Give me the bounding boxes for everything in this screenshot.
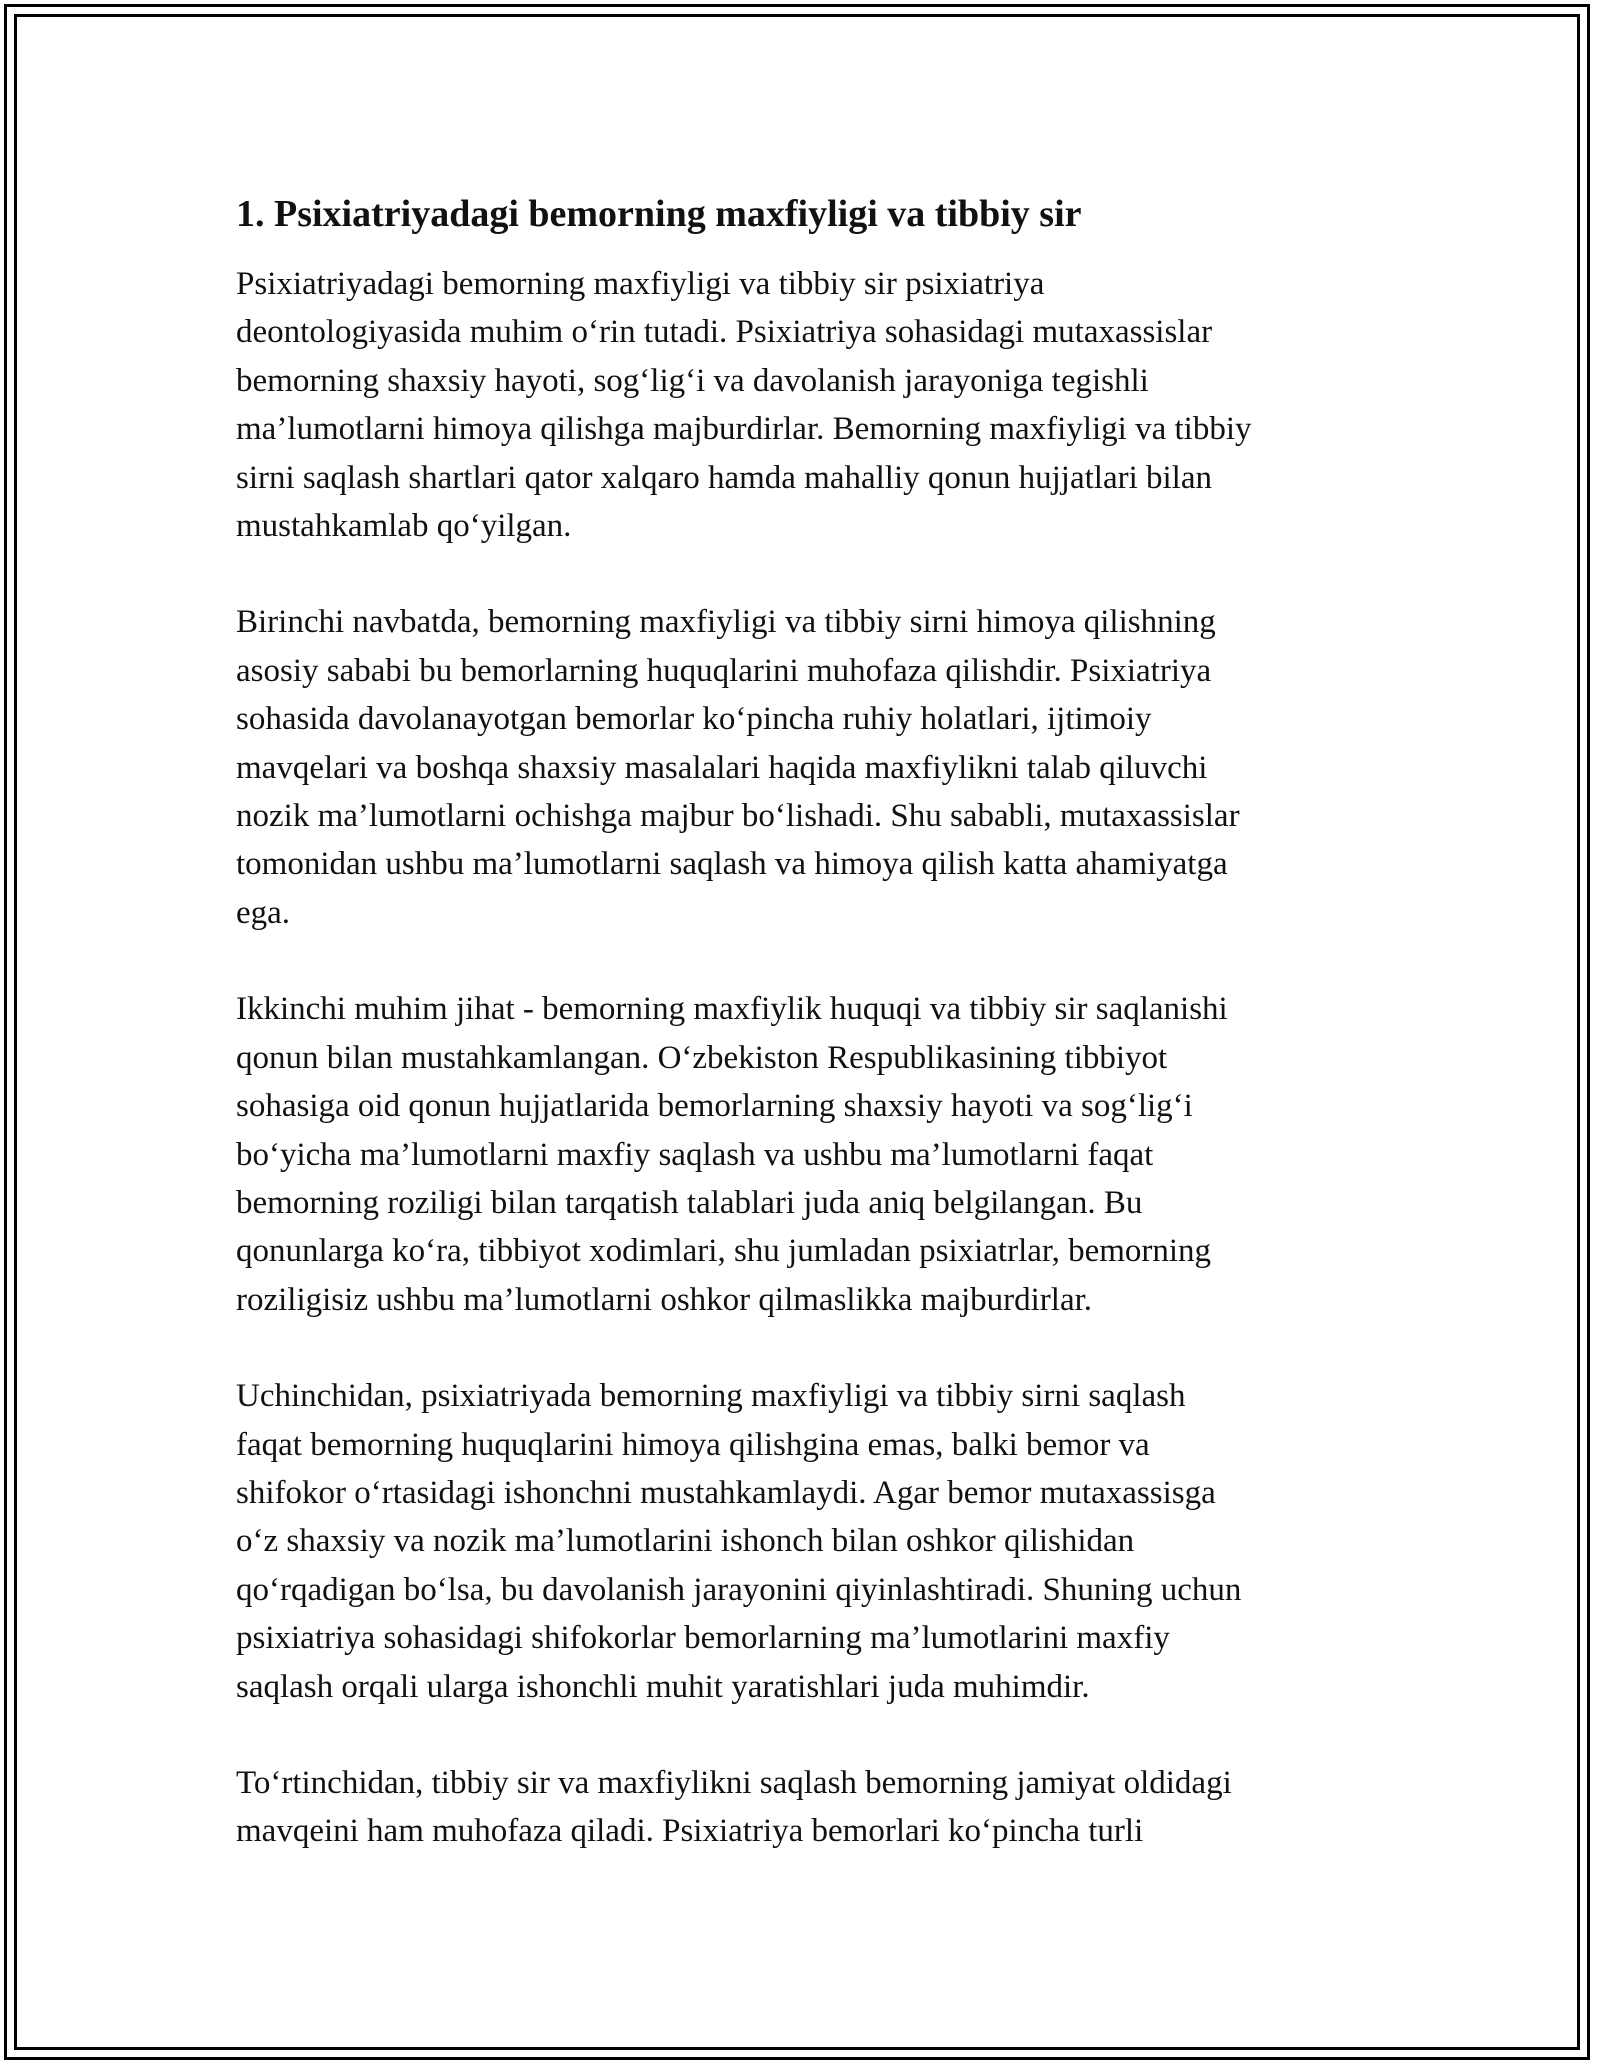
text-line: bemorning roziligi bilan tarqatish talablari juda aniq belgilangan. Bu xyxy=(236,1184,1143,1221)
paragraph-intro xyxy=(236,260,1376,550)
text-line: To‘rtinchidan, tibbiy sir va maxfiylikni saqlash bemorning jamiyat oldidagi xyxy=(236,1764,1232,1801)
text-line: ma’lumotlarni himoya qilishga majburdirlar. Bemorning maxfiyligi va tibbiy xyxy=(236,411,1252,448)
paragraph-second-point xyxy=(236,985,1376,1324)
text-line: sohasida davolanayotgan bemorlar ko‘pincha ruhiy holatlari, ijtimoiy xyxy=(236,701,1152,738)
paragraph-third-point xyxy=(236,1372,1376,1711)
text-line: mavqelari va boshqa shaxsiy masalalari haqida maxfiylikni talab qiluvchi xyxy=(236,749,1208,786)
text-line: shifokor o‘rtasidagi ishonchni mustahkamlaydi. Agar bemor mutaxassisga xyxy=(236,1474,1216,1511)
text-line: bemorning shaxsiy hayoti, sog‘lig‘i va davolanish jarayoniga tegishli xyxy=(236,362,1149,399)
text-line: saqlash orqali ularga ishonchli muhit yaratishlari juda muhimdir. xyxy=(236,1668,1090,1705)
text-line: Psixiatriyadagi bemorning maxfiyligi va tibbiy sir psixiatriya xyxy=(236,266,1045,302)
text-line: psixiatriya sohasidagi shifokorlar bemorlarning ma’lumotlarini maxfiy xyxy=(236,1620,1170,1657)
text-line: Birinchi navbatda, bemorning maxfiyligi va tibbiy sirni himoya qilishning xyxy=(236,604,1216,641)
text-line: bo‘yicha ma’lumotlarni maxfiy saqlash va ushbu ma’lumotlarni faqat xyxy=(236,1136,1154,1173)
text-line: qonunlarga ko‘ra, tibbiyot xodimlari, shu jumladan psixiatrlar, bemorning xyxy=(236,1233,1212,1270)
text-line: mavqeini ham muhofaza qiladi. Psixiatriya bemorlari ko‘pincha turli xyxy=(236,1813,1144,1850)
section-heading: 1. Psixiatriyadagi bemorning maxfiyligi va tibbiy sir xyxy=(236,193,1082,235)
text-line: tomonidan ushbu ma’lumotlarni saqlash va himoya qilish katta ahamiyatga xyxy=(236,846,1228,883)
document-page xyxy=(236,186,1376,1904)
paragraph-fourth-point xyxy=(236,1759,1376,1856)
text-line: faqat bemorning huquqlarini himoya qilishgina emas, balki bemor va xyxy=(236,1426,1150,1463)
text-line: deontologiyasida muhim o‘rin tutadi. Psixiatriya sohasidagi mutaxassislar xyxy=(236,314,1213,351)
text-line: roziligisiz ushbu ma’lumotlarni oshkor qilmaslikka majburdirlar. xyxy=(236,1281,1093,1318)
text-line: mustahkamlab qo‘yilgan. xyxy=(236,508,572,545)
text-line: qo‘rqadigan bo‘lsa, bu davolanish jarayonini qiyinlashtiradi. Shuning uchun xyxy=(236,1571,1242,1608)
text-line: ega. xyxy=(236,894,291,931)
paragraph-first-point xyxy=(236,598,1376,937)
text-line: Uchinchidan, psixiatriyada bemorning maxfiyligi va tibbiy sirni saqlash xyxy=(236,1378,1186,1415)
text-line: sohasiga oid qonun hujjatlarida bemorlarning shaxsiy hayoti va sog‘lig‘i xyxy=(236,1088,1193,1125)
text-line: asosiy sababi bu bemorlarning huquqlarini muhofaza qilishdir. Psixiatriya xyxy=(236,652,1212,689)
text-line: Ikkinchi muhim jihat - bemorning maxfiylik huquqi va tibbiy sir saqlanishi xyxy=(236,991,1228,1028)
text-line: nozik ma’lumotlarni ochishga majbur bo‘lishadi. Shu sababli, mutaxassislar xyxy=(236,798,1240,835)
text-line: sirni saqlash shartlari qator xalqaro hamda mahalliy qonun hujjatlari bilan xyxy=(236,459,1212,496)
text-line: qonun bilan mustahkamlangan. O‘zbekiston Respublikasining tibbiyot xyxy=(236,1039,1168,1076)
text-line: o‘z shaxsiy va nozik ma’lumotlarini ishonch bilan oshkor qilishidan xyxy=(236,1523,1135,1560)
